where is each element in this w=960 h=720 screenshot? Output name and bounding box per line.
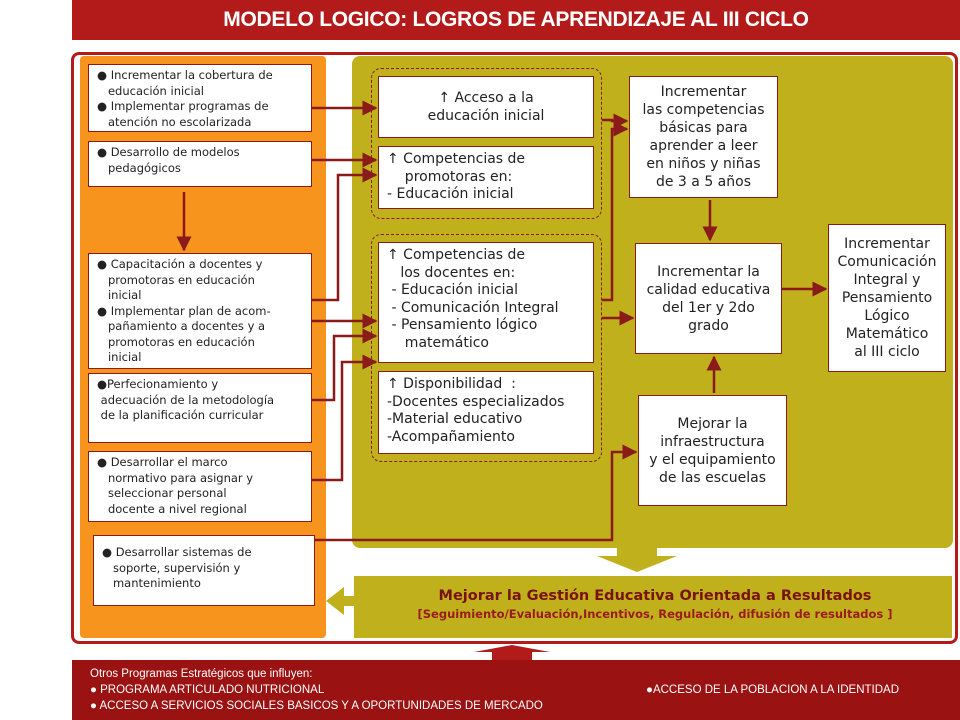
diagram-title: MODELO LOGICO: LOGROS DE APRENDIZAJE AL III CICLO xyxy=(72,0,960,40)
text-line: infraestructura xyxy=(660,433,765,450)
text-line: - Pensamiento lógico xyxy=(387,317,538,333)
program-nutrition: ● PROGRAMA ARTICULADO NUTRICIONAL xyxy=(90,684,325,696)
text-line: ● Implementar plan de acom- xyxy=(97,303,271,318)
down-block-arrow xyxy=(597,548,677,572)
text-line: ● Implementar programas de xyxy=(97,99,269,113)
arrow-support-to-infrastructure xyxy=(315,452,636,540)
text-line: promotoras en: xyxy=(387,168,513,185)
left-block-arrow xyxy=(326,587,354,615)
text-line: aprender a leer xyxy=(649,138,758,154)
text-line: Incrementar la xyxy=(657,263,760,280)
text-line: al III ciclo xyxy=(854,344,920,360)
text-line: ● Desarrollar sistemas de xyxy=(102,545,252,559)
arrow-teacher-group-to-competencies xyxy=(602,129,627,300)
text-line: mantenimiento xyxy=(102,576,201,590)
arrow-regulation-to-availability xyxy=(312,362,376,480)
text-line: Comunicación xyxy=(837,254,937,270)
text-line: del 1er y 2do xyxy=(662,299,755,316)
text-line: educación inicial xyxy=(97,83,204,98)
text-line: ● Desarrollar el marco xyxy=(97,455,228,469)
up-block-arrow xyxy=(474,645,550,660)
text-line: Mejorar la xyxy=(677,415,748,432)
text-line: -Acompañamiento xyxy=(387,428,515,445)
text-line: Integral y xyxy=(853,272,921,288)
text-line: seleccionar personal xyxy=(97,486,227,500)
text-line: de 3 a 5 años xyxy=(655,174,751,190)
text-line: calidad educativa xyxy=(646,281,771,298)
text-line: Pensamiento xyxy=(841,290,933,306)
text-line: ↑ Disponibilidad : xyxy=(387,376,516,392)
management-subtitle: [Seguimiento/Evaluación,Incentivos, Regulación, difusión de resultados ] xyxy=(417,607,893,621)
management-title: Mejorar la Gestión Educativa Orientada a Resultados xyxy=(438,588,872,604)
program-social-services: ● ACCESO A SERVICIOS SOCIALES BASICOS Y A OPORTUNIDADES DE MERCADO xyxy=(90,700,543,712)
text-line: adecuación de la metodología xyxy=(97,392,275,407)
text-line: las competencias xyxy=(642,102,765,118)
text-line: - Comunicación Integral xyxy=(387,299,559,316)
text-line: matemático xyxy=(387,334,489,351)
text-line: de las escuelas xyxy=(658,469,767,486)
text-line: ● Incrementar la cobertura de xyxy=(97,68,273,82)
text-line: educación inicial xyxy=(427,108,545,124)
text-line: ↑ Competencias de xyxy=(387,247,526,263)
text-line: normativo para asignar y xyxy=(97,470,254,485)
text-line: inicial xyxy=(97,288,142,302)
text-line: en niños y niñas xyxy=(646,156,761,172)
text-line: ● Capacitación a docentes y xyxy=(97,257,263,271)
text-line: pedagógicos xyxy=(97,160,181,175)
arrow-methodology-to-teachers xyxy=(312,336,376,400)
text-line: promotoras en educación xyxy=(97,272,255,287)
arrow-access-group-to-competencies xyxy=(602,120,627,121)
text-line: pañamiento a docentes y a xyxy=(97,319,266,333)
text-line: y el equipamiento xyxy=(649,451,776,468)
text-line: docente a nivel regional xyxy=(97,501,247,516)
text-line: inicial xyxy=(97,350,142,364)
other-programs-heading: Otros Programas Estratégicos que influyen: xyxy=(90,668,313,680)
text-line: - Educación inicial xyxy=(387,282,519,298)
text-line: ↑ Competencias de xyxy=(387,151,526,167)
text-line: -Material educativo xyxy=(387,411,523,427)
arrow-training-to-promoters xyxy=(312,175,376,300)
text-line: Lógico xyxy=(864,308,910,324)
text-line: de la planificación curricular xyxy=(97,408,264,422)
text-line: básicas para xyxy=(659,120,748,136)
program-identity: ●ACCESO DE LA POBLACION A LA IDENTIDAD xyxy=(646,684,899,696)
text-line: promotoras en educación xyxy=(97,334,255,349)
text-line: grado xyxy=(688,317,729,334)
text-line: Incrementar xyxy=(844,236,930,252)
text-line: los docentes en: xyxy=(387,264,516,281)
text-line: Matemático xyxy=(845,326,929,342)
text-line: Incrementar xyxy=(660,84,747,100)
text-line: atención no escolarizada xyxy=(97,114,252,129)
text-line: ●Perfecionamiento y xyxy=(97,377,219,391)
text-line: ↑ Acceso a la xyxy=(438,90,534,106)
text-line: -Docentes especializados xyxy=(387,393,565,410)
text-line: ● Desarrollo de modelos xyxy=(97,145,240,159)
text-line: - Educación inicial xyxy=(387,186,514,202)
text-line: soporte, supervisión y xyxy=(102,560,241,575)
